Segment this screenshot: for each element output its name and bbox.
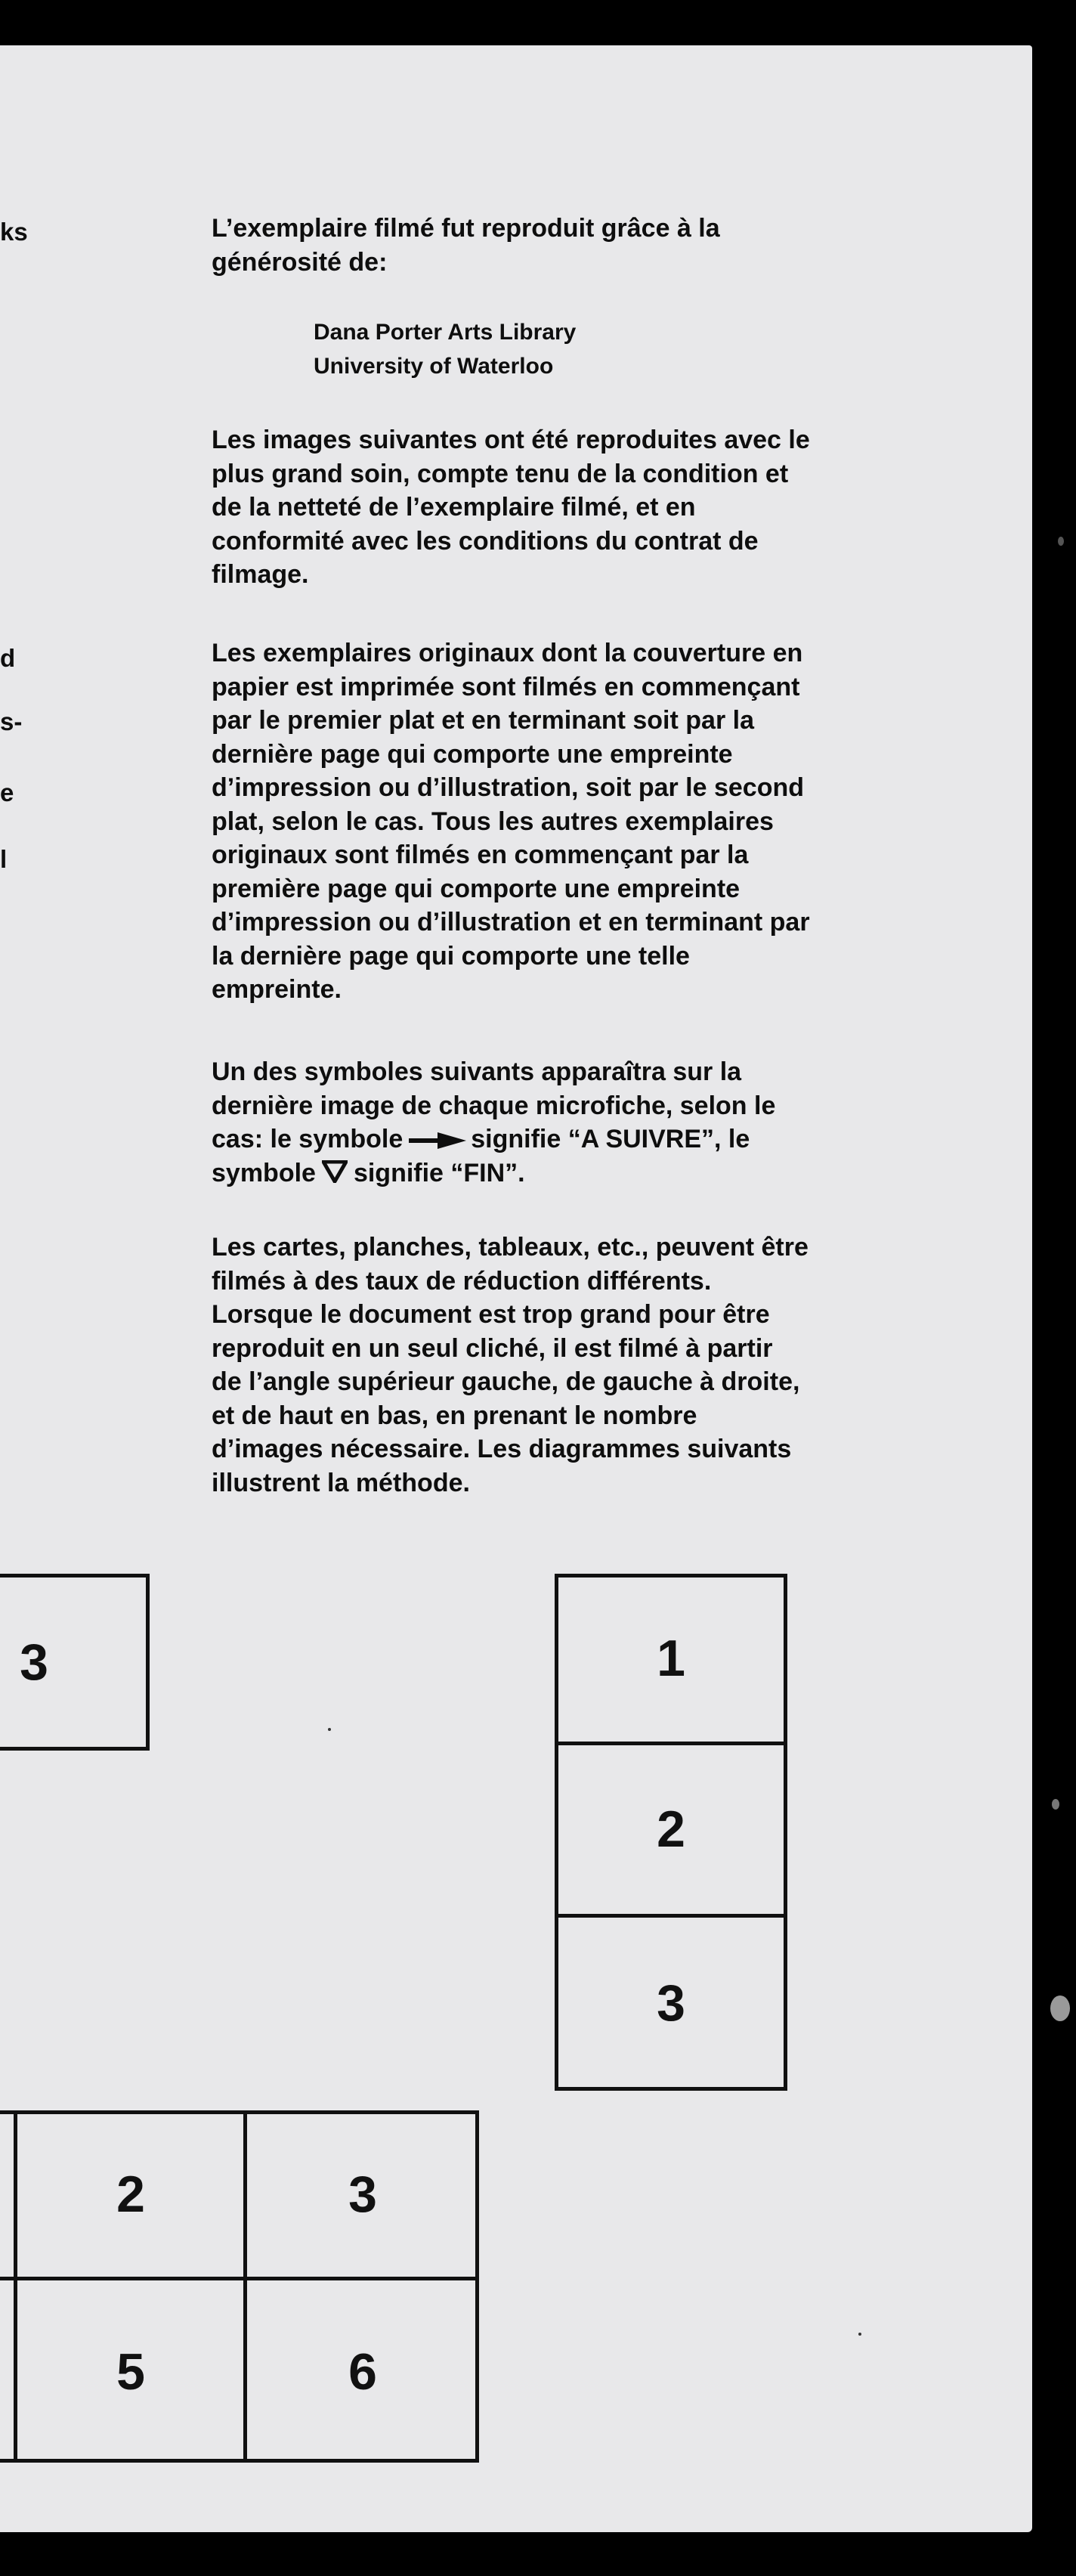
diagram-cell: 3 — [348, 2166, 377, 2223]
paragraph-text: Un des symboles suivants apparaîtra sur la — [212, 1057, 742, 1086]
scan-speck — [1058, 537, 1064, 546]
triangle-down-icon — [322, 1160, 348, 1183]
paragraph-text: Les cartes, planches, tableaux, etc., peuvent être filmés à des taux de réduction différents. Lorsque le document est trop grand pour être reproduit en un seul cliché, il est filmé à partir de l’angle supérieur gauche, de gauche à droite, et de haut en bas, en prenant le nombre d’images nécessaire. Les diagrammes suivants illustrent la méthode. — [212, 1233, 809, 1497]
scan-speck — [858, 2333, 861, 2336]
paragraph-method — [212, 1231, 982, 1500]
intro-text — [212, 212, 982, 279]
paragraph-text: signifie “A SUIVRE”, le — [471, 1125, 750, 1153]
margin-fragment: d — [0, 644, 16, 672]
paragraph-conditions — [212, 423, 982, 592]
paragraph-text: dernière image de chaque microfiche, selon le — [212, 1091, 776, 1120]
scan-speck — [1050, 1995, 1070, 2021]
paragraph-text: Les images suivantes ont été reproduites avec le plus grand soin, compte tenu de la condition et de la netteté de l’exemplaire filmé, et en conformité avec les conditions du contrat de filmage. — [212, 426, 810, 589]
paragraph-text-symbol-line — [212, 1156, 982, 1190]
paragraph-text-symbol-line — [212, 1122, 982, 1156]
paragraph-text: signifie “FIN”. — [353, 1158, 525, 1187]
arrow-right-icon — [409, 1132, 466, 1149]
library-name: Dana Porter Arts Library University of Waterloo — [314, 320, 577, 379]
margin-fragment: ks — [0, 218, 28, 246]
paragraph-text: Les exemplaires originaux dont la couverture en papier est imprimée sont filmés en commençant par le premier plat et en terminant soit par la dernière page qui comporte une empreinte d’impression ou d’illustration, soit par le second plat, selon le cas. Tous les autres exemplaires originaux sont filmés en commençant par la première page qui comporte une empreinte d’impression ou d’illustration et en terminant par la dernière page qui comporte une telle empreinte. — [212, 639, 810, 1004]
margin-fragment: l — [0, 845, 8, 873]
margin-fragment: e — [0, 779, 14, 807]
diagram-cell: 5 — [116, 2342, 145, 2401]
diagram-cell: 2 — [116, 2166, 145, 2223]
intro-line: générosité de: — [212, 247, 388, 277]
paragraph-symbols — [212, 1055, 982, 1190]
scan-speck — [1052, 1799, 1059, 1810]
diagram-cell: 2 — [657, 1800, 685, 1858]
intro-line: L’exemplaire filmé fut reproduit grâce à la — [212, 214, 720, 243]
diagram-cell: 3 — [20, 1633, 48, 1691]
diagram-cell: 1 — [657, 1630, 685, 1687]
diagram-cell: 3 — [657, 1974, 685, 2032]
paragraph-text: symbole — [212, 1158, 316, 1187]
paragraph-text: cas: le symbole — [212, 1125, 404, 1153]
scan-speck — [328, 1728, 331, 1731]
margin-fragment: s- — [0, 707, 23, 735]
diagram-cell: 6 — [348, 2342, 377, 2401]
paragraph-originals — [212, 636, 982, 1007]
